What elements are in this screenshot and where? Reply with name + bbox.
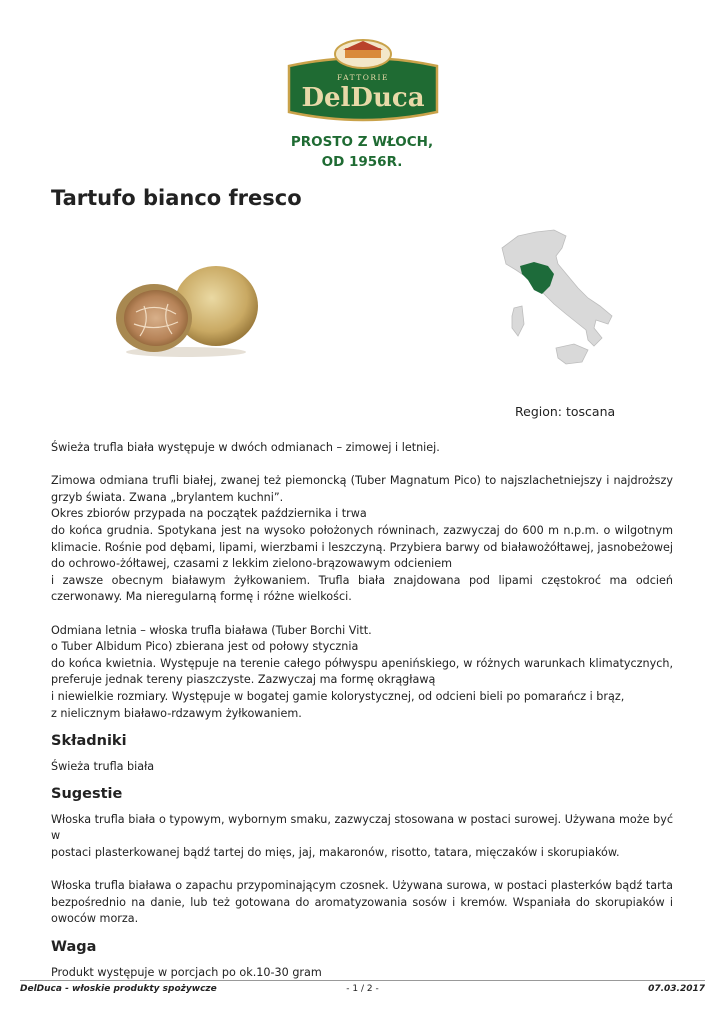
- weight-heading: Waga: [51, 938, 97, 955]
- truffle-photo: [110, 262, 262, 358]
- text-line: Włoska trufla biała o typowym, wybornym smaku, zazwyczaj stosowana w postaci surowej. Używana może być w: [51, 812, 673, 843]
- suggestions-paragraph-2: [51, 878, 673, 928]
- footer-divider: [20, 980, 705, 981]
- description-paragraph-3: [51, 623, 673, 723]
- text-line: Włoska trufla biaława o zapachu przypominającym czosnek. Używana surowa, w postaci plasterków bądź tarta: [51, 879, 673, 893]
- text-line: i niewielkie rozmiary. Występuje w bogatej gamie kolorystycznej, od odcieni bieli po pomarańcz i brąz,: [51, 689, 625, 703]
- weight-text: [51, 965, 673, 982]
- text-line: do ochrowo-żółtawej, czasami z lekkim zielono-brązowawym odcieniem: [51, 557, 453, 571]
- text-line: o Tuber Albidum Pico) zbierana jest od połowy stycznia: [51, 640, 359, 654]
- region-label: Region: toscana: [515, 404, 616, 419]
- tagline-line-2: OD 1956R.: [321, 154, 403, 170]
- description-paragraph-2: [51, 473, 673, 606]
- text-line: do końca kwietnia. Występuje na terenie całego półwyspu apenińskiego, w różnych warunkach klimatycznych,: [51, 656, 673, 670]
- text-line: owoców morza.: [51, 912, 139, 926]
- ingredients-text: [51, 759, 673, 776]
- text-line: i zawsze obecnym białawym żyłkowaniem. Trufla biała znajdowana pod lipami częstokroć ma odcień: [51, 573, 673, 587]
- text-line: grzyb świata. Zwana „brylantem kuchni”.: [51, 490, 284, 504]
- product-description: [51, 440, 673, 998]
- ingredients-heading: Składniki: [51, 732, 127, 749]
- text-line: Świeża trufla biała: [51, 759, 155, 773]
- text-line: Odmiana letnia – włoska trufla biaława (Tuber Borchi Vitt.: [51, 623, 372, 637]
- text-line: Okres zbiorów przypada na początek października i trwa: [51, 507, 367, 521]
- text-line: z nielicznym białawo-rdzawym żyłkowaniem.: [51, 706, 302, 720]
- tagline-line-1: PROSTO Z WŁOCH,: [290, 134, 434, 150]
- text-line: postaci plasterkowanej bądź tartej do mięs, jaj, makaronów, risotto, tatara, mięczaków i skorupiaków.: [51, 846, 620, 860]
- suggestions-paragraph-1: [51, 812, 673, 862]
- text-line: Zimowa odmiana trufli białej, zwanej też piemoncką (Tuber Magnatum Pico) to najszlachetniejszy i najdroższy: [51, 474, 673, 488]
- footer-page-number: - 1 / 2 -: [346, 984, 379, 994]
- page-footer: [20, 984, 705, 998]
- text-line: klimacie. Rośnie pod dębami, lipami, wierzbami i leszczyną. Przybiera barwy od białawożółtawej, jasnobeżowej: [51, 540, 673, 554]
- description-paragraph-1: [51, 440, 673, 457]
- text-line: bezpośrednio na danie, lub też gotowana do aromatyzowania sosów i kremów. Wspaniała do skorupiaków i: [51, 895, 673, 909]
- brand-logo: [283, 36, 443, 128]
- brand-tagline: [262, 132, 462, 172]
- text-line: Świeża trufla biała występuje w dwóch odmianach – zimowej i letniej.: [51, 441, 440, 454]
- text-line: preferuje jednak tereny piaszczyste. Zazwyczaj ma formę okrągławą: [51, 673, 436, 687]
- footer-date: 07.03.2017: [648, 984, 705, 994]
- footer-company: DelDuca - włoskie produkty spożywcze: [20, 984, 217, 994]
- suggestions-heading: Sugestie: [51, 785, 123, 802]
- logo-small-text: FATTORIE: [337, 73, 389, 82]
- text-line: Produkt występuje w porcjach po ok.10-30 gram: [51, 965, 322, 979]
- logo-name-text: DelDuca: [301, 83, 425, 113]
- text-line: czerwonawy. Ma nieregularną formę i różne wielkości.: [51, 590, 352, 604]
- logo-emblem: [283, 36, 443, 128]
- italy-region-map: [496, 228, 614, 368]
- page-title: Tartufo bianco fresco: [51, 186, 302, 210]
- text-line: do końca grudnia. Spotykana jest na wysoko położonych równinach, zazwyczaj do 600 m n.p.m. o wilgotnym: [51, 523, 673, 537]
